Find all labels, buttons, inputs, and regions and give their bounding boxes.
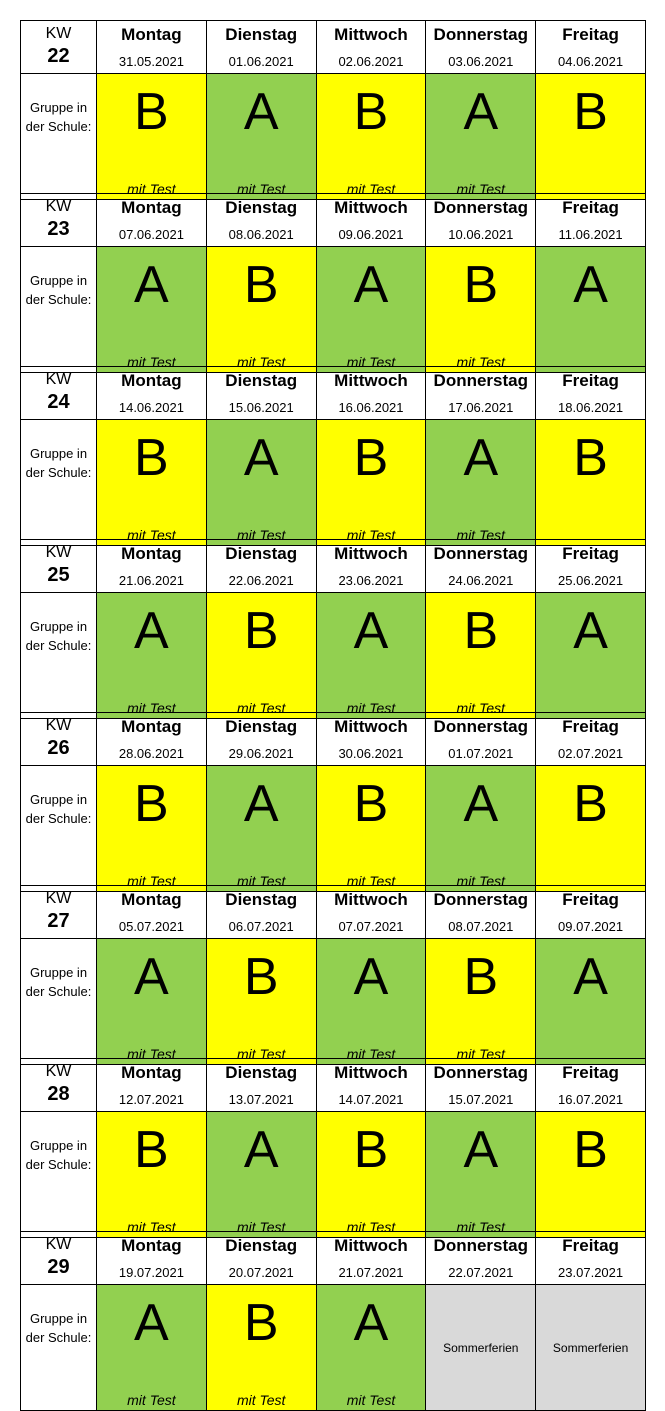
kw-cell — [21, 886, 97, 939]
day-date: 28.06.2021 — [97, 741, 207, 766]
day-date: 22.06.2021 — [206, 568, 316, 593]
day-date: 29.06.2021 — [206, 741, 316, 766]
week-schedule-table — [20, 712, 646, 892]
kw-label: KW — [45, 544, 72, 561]
group-label — [21, 1112, 97, 1238]
test-note: mit Test — [127, 527, 176, 543]
test-note: mit Test — [346, 1046, 396, 1062]
group-letter: B — [243, 948, 279, 1006]
group-cell — [206, 1112, 316, 1238]
test-note: mit Test — [236, 1219, 286, 1235]
group-cell — [426, 420, 536, 546]
group-label-line2: der Schule: — [25, 292, 92, 307]
week-table — [20, 1058, 645, 1235]
week-schedule-table — [20, 539, 646, 719]
group-letter: B — [243, 1294, 279, 1352]
group-cell — [316, 420, 426, 546]
week-table — [20, 539, 645, 716]
kw-cell — [21, 367, 97, 420]
kw-label: KW — [45, 717, 72, 734]
group-cell — [206, 1285, 316, 1411]
day-date: 24.06.2021 — [426, 568, 536, 593]
group-cell — [426, 593, 536, 719]
test-note: mit Test — [236, 700, 286, 716]
group-cell — [536, 247, 646, 373]
group-letter: A — [573, 602, 608, 660]
test-note: mit Test — [236, 354, 286, 370]
group-cell — [206, 766, 316, 892]
group-cell — [206, 74, 316, 200]
test-note: mit Test — [127, 700, 176, 716]
group-cell — [316, 1112, 426, 1238]
day-name: Freitag — [536, 1232, 646, 1261]
group-label-line1: Gruppe in — [29, 100, 88, 115]
group-label — [21, 593, 97, 719]
group-letter: A — [243, 429, 279, 487]
week-table — [20, 20, 645, 197]
group-label — [21, 420, 97, 546]
test-note: mit Test — [456, 527, 506, 543]
day-date: 30.06.2021 — [316, 741, 426, 766]
group-cell — [97, 939, 207, 1065]
group-label-line2: der Schule: — [25, 1330, 92, 1345]
group-cell — [316, 247, 426, 373]
group-label-line1: Gruppe in — [29, 273, 88, 288]
group-label-line1: Gruppe in — [29, 792, 88, 807]
day-date: 05.07.2021 — [97, 914, 207, 939]
day-date: 17.06.2021 — [426, 395, 536, 420]
day-date: 21.06.2021 — [97, 568, 207, 593]
group-letter: B — [243, 602, 279, 660]
day-name: Montag — [97, 886, 207, 915]
test-note: mit Test — [346, 1219, 396, 1235]
holiday-cell — [536, 1285, 646, 1411]
day-name: Donnerstag — [426, 540, 536, 569]
group-label-line2: der Schule: — [25, 811, 92, 826]
group-letter: B — [573, 775, 608, 833]
group-label-line2: der Schule: — [25, 119, 92, 134]
group-cell — [316, 74, 426, 200]
group-label — [21, 766, 97, 892]
test-note: mit Test — [346, 181, 396, 197]
group-letter: A — [243, 1121, 279, 1179]
day-name: Montag — [97, 1232, 207, 1261]
day-name: Freitag — [536, 367, 646, 396]
group-cell — [426, 939, 536, 1065]
day-name: Donnerstag — [426, 1059, 536, 1088]
test-note: mit Test — [346, 527, 396, 543]
group-letter: A — [353, 948, 389, 1006]
kw-label: KW — [45, 25, 72, 42]
group-letter: B — [573, 429, 608, 487]
test-note: mit Test — [127, 1219, 176, 1235]
day-name: Mittwoch — [316, 1232, 426, 1261]
kw-number: 29 — [47, 1256, 70, 1278]
group-label — [21, 939, 97, 1065]
group-label — [21, 247, 97, 373]
week-table — [20, 712, 645, 889]
day-name: Mittwoch — [316, 713, 426, 742]
group-letter: B — [463, 602, 499, 660]
group-letter: A — [573, 256, 608, 314]
week-schedule-table — [20, 885, 646, 1065]
group-cell — [536, 420, 646, 546]
group-letter: B — [134, 429, 169, 487]
day-name: Donnerstag — [426, 194, 536, 223]
test-note: mit Test — [456, 181, 506, 197]
group-letter: A — [353, 1294, 389, 1352]
day-name: Mittwoch — [316, 540, 426, 569]
kw-label: KW — [45, 1236, 72, 1253]
day-name: Montag — [97, 540, 207, 569]
day-name: Donnerstag — [426, 367, 536, 396]
kw-number: 23 — [47, 218, 70, 240]
group-letter: B — [353, 1121, 389, 1179]
group-cell — [97, 593, 207, 719]
group-cell — [97, 420, 207, 546]
kw-cell — [21, 21, 97, 74]
group-cell — [206, 247, 316, 373]
group-cell — [316, 1285, 426, 1411]
group-letter: B — [353, 775, 389, 833]
group-cell — [426, 1112, 536, 1238]
test-note: mit Test — [236, 1392, 286, 1408]
day-name: Montag — [97, 1059, 207, 1088]
kw-label: KW — [45, 1063, 72, 1080]
day-date: 10.06.2021 — [426, 222, 536, 247]
group-cell — [536, 1112, 646, 1238]
day-date: 12.07.2021 — [97, 1087, 207, 1112]
group-cell — [97, 1285, 207, 1411]
group-letter: A — [353, 602, 389, 660]
group-cell — [536, 939, 646, 1065]
group-letter: A — [243, 775, 279, 833]
day-date: 02.06.2021 — [316, 49, 426, 74]
kw-label: KW — [45, 371, 72, 388]
day-name: Mittwoch — [316, 21, 426, 50]
group-label-line2: der Schule: — [25, 984, 92, 999]
group-letter: A — [134, 948, 169, 1006]
kw-number: 28 — [47, 1083, 70, 1105]
holiday-label: Sommerferien — [443, 1340, 519, 1355]
day-date: 16.07.2021 — [536, 1087, 646, 1112]
week-schedule-table — [20, 1058, 646, 1238]
week-table — [20, 1231, 645, 1408]
test-note: mit Test — [236, 1046, 286, 1062]
test-note: mit Test — [456, 354, 506, 370]
group-cell — [536, 766, 646, 892]
test-note: mit Test — [127, 873, 176, 889]
day-name: Freitag — [536, 713, 646, 742]
day-name: Montag — [97, 194, 207, 223]
holiday-label: Sommerferien — [552, 1340, 629, 1355]
group-letter: B — [573, 83, 608, 141]
week-schedule-table — [20, 366, 646, 546]
test-note: mit Test — [456, 700, 506, 716]
kw-cell — [21, 713, 97, 766]
day-name: Dienstag — [206, 1232, 316, 1261]
test-note: mit Test — [236, 527, 286, 543]
group-cell — [536, 74, 646, 200]
group-letter: B — [353, 429, 389, 487]
day-name: Freitag — [536, 1059, 646, 1088]
group-letter: B — [463, 256, 499, 314]
kw-cell — [21, 1232, 97, 1285]
day-name: Donnerstag — [426, 886, 536, 915]
day-date: 09.07.2021 — [536, 914, 646, 939]
group-cell — [316, 593, 426, 719]
kw-number: 25 — [47, 564, 70, 586]
group-cell — [426, 766, 536, 892]
day-date: 21.07.2021 — [316, 1260, 426, 1285]
group-letter: A — [463, 1121, 499, 1179]
test-note: mit Test — [346, 873, 396, 889]
day-name: Donnerstag — [426, 713, 536, 742]
day-date: 09.06.2021 — [316, 222, 426, 247]
group-label-line1: Gruppe in — [29, 1138, 88, 1153]
day-name: Montag — [97, 21, 207, 50]
week-schedule-table — [20, 193, 646, 373]
day-name: Donnerstag — [426, 21, 536, 50]
group-cell — [206, 593, 316, 719]
group-letter: A — [463, 429, 499, 487]
group-label — [21, 1285, 97, 1411]
day-name: Donnerstag — [426, 1232, 536, 1261]
day-date: 23.06.2021 — [316, 568, 426, 593]
day-name: Montag — [97, 367, 207, 396]
group-cell — [316, 939, 426, 1065]
group-letter: B — [134, 775, 169, 833]
day-date: 22.07.2021 — [426, 1260, 536, 1285]
day-date: 19.07.2021 — [97, 1260, 207, 1285]
group-letter: A — [463, 83, 499, 141]
day-name: Mittwoch — [316, 886, 426, 915]
day-date: 18.06.2021 — [536, 395, 646, 420]
kw-label: KW — [45, 198, 72, 215]
group-label-line1: Gruppe in — [29, 1311, 88, 1326]
day-name: Mittwoch — [316, 367, 426, 396]
day-name: Dienstag — [206, 194, 316, 223]
group-cell — [316, 766, 426, 892]
day-date: 13.07.2021 — [206, 1087, 316, 1112]
test-note: mit Test — [456, 873, 506, 889]
kw-label: KW — [45, 890, 72, 907]
group-letter: A — [463, 775, 499, 833]
day-date: 04.06.2021 — [536, 49, 646, 74]
day-name: Freitag — [536, 21, 646, 50]
kw-number: 22 — [47, 45, 70, 67]
group-label-line1: Gruppe in — [29, 965, 88, 980]
day-date: 15.06.2021 — [206, 395, 316, 420]
week-schedule-table — [20, 1231, 646, 1411]
test-note: mit Test — [346, 700, 396, 716]
day-date: 11.06.2021 — [536, 222, 646, 247]
group-letter: B — [134, 83, 169, 141]
kw-number: 27 — [47, 910, 70, 932]
day-date: 20.07.2021 — [206, 1260, 316, 1285]
week-table — [20, 193, 645, 370]
day-date: 14.06.2021 — [97, 395, 207, 420]
day-date: 23.07.2021 — [536, 1260, 646, 1285]
kw-cell — [21, 540, 97, 593]
group-letter: B — [463, 948, 499, 1006]
group-label-line1: Gruppe in — [29, 446, 88, 461]
group-letter: A — [573, 948, 608, 1006]
week-table — [20, 885, 645, 1062]
week-table — [20, 366, 645, 543]
group-cell — [426, 74, 536, 200]
test-note: mit Test — [127, 1046, 176, 1062]
day-name: Dienstag — [206, 713, 316, 742]
group-cell — [97, 247, 207, 373]
group-cell — [97, 766, 207, 892]
day-date: 25.06.2021 — [536, 568, 646, 593]
group-letter: B — [353, 83, 389, 141]
group-letter: A — [134, 256, 169, 314]
test-note: mit Test — [346, 354, 396, 370]
group-label — [21, 74, 97, 200]
day-date: 06.07.2021 — [206, 914, 316, 939]
day-date: 16.06.2021 — [316, 395, 426, 420]
day-name: Freitag — [536, 540, 646, 569]
group-cell — [536, 593, 646, 719]
group-letter: A — [134, 1294, 169, 1352]
day-name: Dienstag — [206, 540, 316, 569]
day-name: Dienstag — [206, 21, 316, 50]
day-date: 14.07.2021 — [316, 1087, 426, 1112]
group-cell — [97, 1112, 207, 1238]
day-date: 01.06.2021 — [206, 49, 316, 74]
group-label-line2: der Schule: — [25, 638, 92, 653]
day-date: 01.07.2021 — [426, 741, 536, 766]
group-letter: A — [134, 602, 169, 660]
holiday-cell — [426, 1285, 536, 1411]
test-note: mit Test — [236, 181, 286, 197]
test-note: mit Test — [127, 181, 176, 197]
kw-number: 26 — [47, 737, 70, 759]
group-cell — [97, 74, 207, 200]
week-schedule-table — [20, 20, 646, 200]
day-name: Dienstag — [206, 886, 316, 915]
day-date: 07.06.2021 — [97, 222, 207, 247]
kw-cell — [21, 1059, 97, 1112]
day-date: 31.05.2021 — [97, 49, 207, 74]
group-letter: A — [243, 83, 279, 141]
day-date: 08.07.2021 — [426, 914, 536, 939]
day-name: Freitag — [536, 886, 646, 915]
group-cell — [206, 420, 316, 546]
day-date: 02.07.2021 — [536, 741, 646, 766]
day-name: Dienstag — [206, 367, 316, 396]
group-letter: B — [134, 1121, 169, 1179]
group-letter: A — [353, 256, 389, 314]
group-cell — [206, 939, 316, 1065]
day-name: Mittwoch — [316, 1059, 426, 1088]
day-name: Mittwoch — [316, 194, 426, 223]
day-date: 03.06.2021 — [426, 49, 536, 74]
day-name: Dienstag — [206, 1059, 316, 1088]
kw-cell — [21, 194, 97, 247]
day-date: 15.07.2021 — [426, 1087, 536, 1112]
group-cell — [426, 247, 536, 373]
group-letter: B — [573, 1121, 608, 1179]
group-label-line1: Gruppe in — [29, 619, 88, 634]
day-name: Montag — [97, 713, 207, 742]
day-name: Freitag — [536, 194, 646, 223]
kw-number: 24 — [47, 391, 70, 413]
group-letter: B — [243, 256, 279, 314]
test-note: mit Test — [127, 354, 176, 370]
test-note: mit Test — [456, 1046, 506, 1062]
day-date: 08.06.2021 — [206, 222, 316, 247]
test-note: mit Test — [127, 1392, 176, 1408]
test-note: mit Test — [346, 1392, 396, 1408]
test-note: mit Test — [236, 873, 286, 889]
test-note: mit Test — [456, 1219, 506, 1235]
day-date: 07.07.2021 — [316, 914, 426, 939]
group-label-line2: der Schule: — [25, 465, 92, 480]
group-label-line2: der Schule: — [25, 1157, 92, 1172]
